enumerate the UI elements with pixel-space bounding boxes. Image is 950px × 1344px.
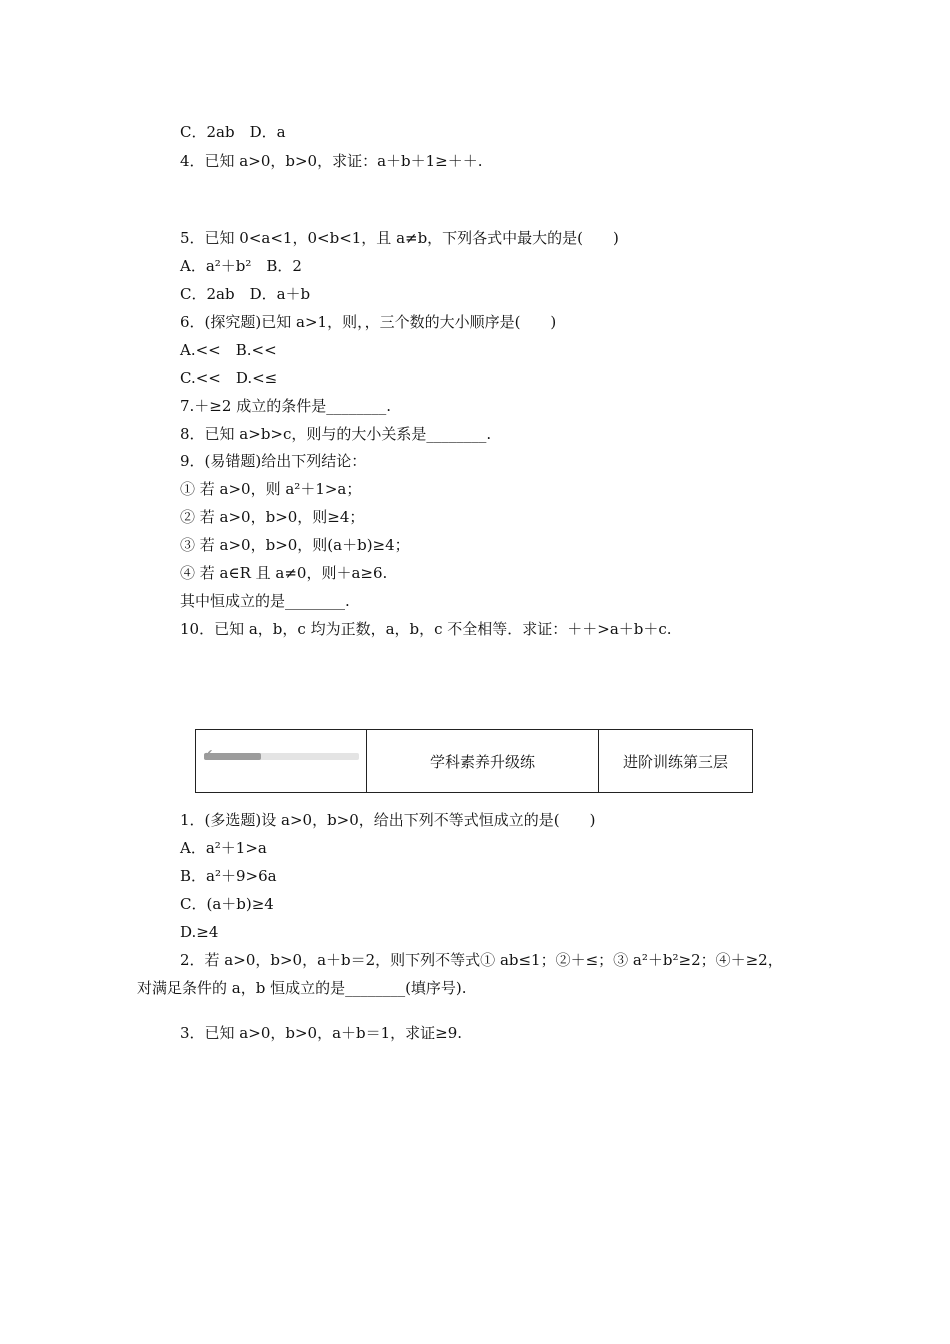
line-top-8: 7.＋≥2 成立的条件是________. [180, 397, 391, 415]
line-bottom-6: 对满足条件的 a，b 恒成立的是________(填序号). [137, 979, 467, 997]
line-top-5: 6．(探究题)已知 a>1，则，，三个数的大小顺序是( ) [180, 313, 557, 331]
line-top-4: C．2ab D．a＋b [180, 285, 311, 303]
line-bottom-7: 3．已知 a>0，b>0，a＋b＝1，求证≥9. [180, 1024, 463, 1042]
line-bottom-5: 2．若 a>0，b>0，a＋b＝2，则下列不等式① ab≤1；②＋≤；③ a²＋b²≥2；④＋≥2， [180, 951, 783, 969]
line-top-10: 9．(易错题)给出下列结论： [180, 452, 367, 470]
line-top-9: 8．已知 a>b>c，则与的大小关系是________. [180, 425, 492, 443]
line-top-14: ④ 若 a∈R 且 a≠0，则＋a≥6. [180, 564, 388, 582]
line-bottom-3: C．(a＋b)≥4 [180, 895, 274, 913]
section-banner [195, 729, 753, 793]
banner-subtitle: 进阶训练第三层 [622, 752, 728, 771]
line-top-6: A.<< B.<< [180, 341, 277, 359]
line-top-1: 4．已知 a>0，b>0，求证：a＋b＋1≥＋＋. [180, 152, 483, 170]
line-top-2: 5．已知 0<a<1，0<b<1，且 a≠b，下列各式中最大的是( ) [180, 229, 619, 247]
line-bottom-1: A．a²＋1>a [180, 839, 267, 857]
line-bottom-2: B．a²＋9>6a [180, 867, 277, 885]
progress-bar [204, 753, 359, 760]
line-bottom-4: D.≥4 [180, 923, 219, 941]
line-top-16: 10．已知 a，b，c 均为正数，a，b，c 不全相等．求证：＋＋>a＋b＋c. [180, 620, 672, 638]
line-top-13: ③ 若 a>0，b>0，则(a＋b)≥4； [180, 536, 410, 554]
line-top-7: C.<< D.<≤ [180, 369, 278, 387]
line-top-3: A．a²＋b² B．2 [180, 257, 302, 275]
line-top-11: ① 若 a>0，则 a²＋1>a； [180, 480, 362, 498]
line-top-12: ② 若 a>0，b>0，则≥4； [180, 508, 365, 526]
banner-progress-cell [196, 730, 367, 792]
check-icon: ✔ [204, 747, 214, 760]
line-top-0: C．2ab D．a [180, 123, 286, 141]
line-bottom-0: 1．(多选题)设 a>0，b>0，给出下列不等式恒成立的是( ) [180, 811, 596, 829]
banner-title: 学科素养升级练 [367, 730, 599, 792]
line-top-15: 其中恒成立的是________. [180, 592, 350, 610]
